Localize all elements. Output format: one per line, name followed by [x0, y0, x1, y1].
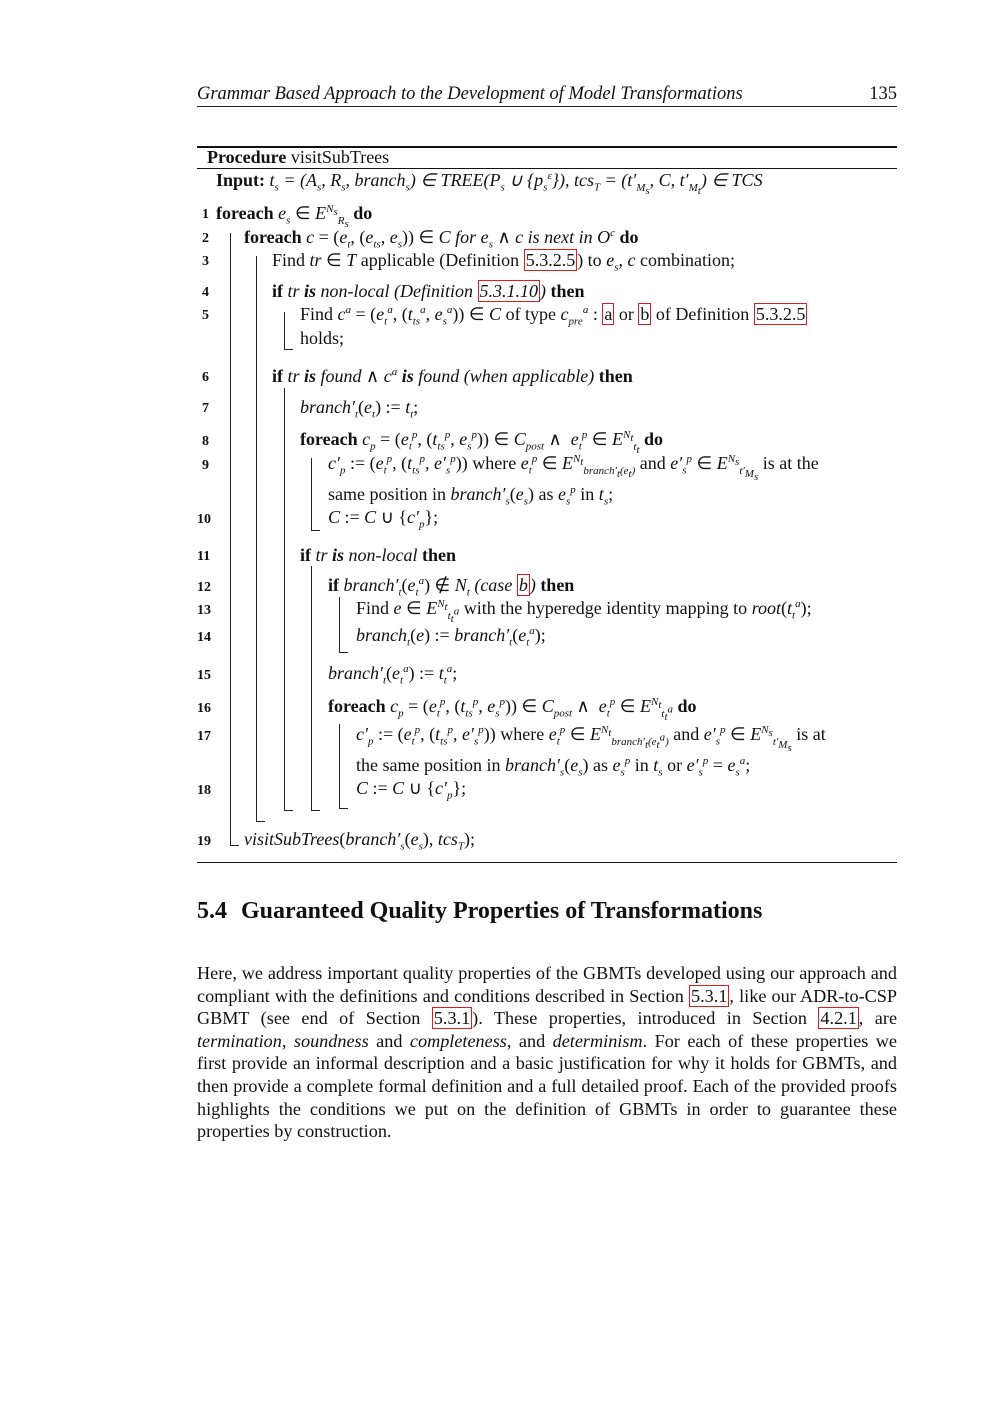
scope-end-6: [284, 810, 293, 811]
algo-line-16: foreach $c_p = (e_t^p$, ($t_{ts}^p$, $e_s^p$)) ∈ $C_{post}$ ∧ $e_t^p$ ∈ $E^{N_t}_{t_t^a}$ do: [328, 696, 697, 723]
algo-line-4: if tr is non-local (Definition 5.3.1.10 ) then: [272, 281, 585, 301]
scope-end-8: [311, 530, 320, 531]
ref-case-b[interactable]: b: [518, 575, 528, 595]
line-number: 7: [202, 401, 209, 416]
ref-section-421[interactable]: 4.2.1: [820, 1008, 857, 1029]
algo-line-14: branch$_t$(e) := $branch'_t(e_t^a)$;: [356, 625, 546, 649]
line-number: 13: [197, 603, 211, 618]
algo-line-9-cont: same position in $branch'_s(e_s)$ as $e_s^p$ in $t_s$;: [328, 484, 614, 508]
algo-line-17: $c'_p$ := ($e_t^p$, ($t_{ts}^p$, $e'_s^p$)) where $e_t^p$ ∈ $E^{N_t}_{branch'_t(e_t^a)}$ and $e'_s^p$ ∈ $E^{N_s}_{t'_{M_s}}$ is at: [356, 724, 826, 754]
line-number: 10: [197, 512, 211, 527]
line-number: 6: [202, 370, 209, 385]
scope-end-12: [339, 652, 348, 653]
line-number: 12: [197, 580, 211, 595]
algo-line-2: foreach $c = (e_t$, ($e_{ts}$, $e_s$)) ∈ C for $e_s$ ∧ c is next in $O^c$ do: [244, 227, 639, 251]
ref-section-531[interactable]: 5.3.1: [691, 985, 728, 1006]
scope-end-1: [230, 845, 239, 846]
line-number: 4: [202, 285, 209, 300]
ref-case-b[interactable]: b: [640, 304, 650, 324]
ref-section-531[interactable]: 5.3.1: [433, 1008, 471, 1029]
algo-line-19: $visitSubTrees(branch'_s(e_s)$, tcs$_T$);: [244, 829, 475, 853]
scope-end-2: [256, 821, 265, 822]
line-number: 9: [202, 458, 209, 473]
algo-line-18: C := C ∪ $\{c'_p\}$;: [356, 778, 467, 802]
caption-name: visitSubTrees: [290, 147, 390, 167]
algo-input: Input: $t_s = (A_s$, $R_s$, branch$_s$) ∈ $TREE(P_s$ ∪ $\{p_s^\varepsilon\}$), $tcs_T = (t'_{M_s}$, C, $t'_{M_t}$) ∈ TCS: [216, 170, 763, 197]
algo-line-1: foreach $e_s$ ∈ $E^{N_s}_{R_s}$ do: [216, 203, 373, 230]
algo-line-13: Find e ∈ $E^{N_t}_{t_t^a}$ with the hyperedge identity mapping to $root(t_t^a)$;: [356, 598, 812, 625]
running-header: [197, 82, 897, 106]
input-keyword: Input: [216, 170, 260, 190]
ref-def-5325[interactable]: 5.3.2.5: [525, 250, 576, 270]
scope-end-16: [339, 808, 348, 809]
algo-line-5-cont: holds;: [300, 328, 345, 348]
algo-caption-rule: [197, 168, 897, 169]
line-number: 18: [197, 783, 211, 798]
line-number: 2: [202, 231, 209, 246]
algo-line-10: C := C ∪ $\{c'_p\}$;: [328, 507, 439, 531]
algo-line-8: foreach $c_p = (e_t^p$, ($t_{ts}^p$, $e_s^p$)) ∈ $C_{post}$ ∧ $e_t^p$ ∈ $E^{N_t}_{t_t}$ do: [300, 429, 664, 456]
section-title: Guaranteed Quality Properties of Transformations: [241, 898, 763, 924]
section-heading: [197, 898, 762, 925]
algo-line-3: Find tr ∈ T applicable (Definition 5.3.2.5 ) to $e_s$, c combination;: [272, 250, 735, 274]
scope-bar-12: [339, 597, 340, 652]
body-paragraph: Here, we address important quality properties of the GBMTs developed using our approach and compliant with the definitions and conditions described in Section 5.3.1 , like our ADR-to-CSP GBMT (see end of Section 5.3.1 ). These properties, introduced in Section 4.2.1 , are termination, soundness and completeness, and determinism. For each of these properties we first provide an informal description and a basic justification for why it holds for GBMTs, and then provide a complete formal definition and a full detailed proof. Each of the provided proofs highlights the conditions we put on the definition of GBMTs in order to guarantee these properties by construction.: [197, 963, 898, 1142]
algo-line-7: $branch'_t(e_t)$ := $t_t$;: [300, 397, 419, 421]
algo-line-11: if tr is non-local then: [300, 545, 457, 565]
ref-def-5325[interactable]: 5.3.2.5: [755, 304, 806, 324]
line-number: 1: [202, 207, 209, 222]
line-number: 14: [197, 630, 211, 645]
line-number: 15: [197, 668, 211, 683]
page-number: 135: [869, 84, 897, 104]
line-number: 5: [202, 308, 209, 323]
algorithm-block: [197, 146, 897, 864]
scope-end-4: [284, 349, 293, 350]
scope-bar-2: [256, 256, 257, 821]
line-number: 3: [202, 254, 209, 269]
scope-end-11: [311, 810, 320, 811]
scope-bar-16: [339, 724, 340, 808]
header-rule: [197, 106, 897, 107]
algo-line-9: $c'_p$ := ($e_t^p$, ($t_{ts}^p$, $e'_s^p$)) where $e_t^p$ ∈ $E^{N_t}_{branch'_t(e_t)}$ and $e'_s^p$ ∈ $E^{N_s}_{t'_{M_s}}$ is at the: [328, 453, 819, 483]
scope-bar-4: [284, 312, 285, 349]
scope-bar-6: [284, 388, 285, 810]
ref-def-53110[interactable]: 5.3.1.10: [479, 281, 539, 301]
scope-bar-8: [311, 458, 312, 530]
line-number: 8: [202, 434, 209, 449]
line-number: 17: [197, 729, 211, 744]
algo-bottom-rule: [197, 862, 897, 863]
algo-line-5: Find $c^a = (e_t^a$, ($t_{ts}^a$, $e_s^a$)) ∈ C of type $c_{pre}^a$ : a or b of Definition 5.3.2.5: [300, 304, 806, 328]
algo-line-17-cont: the same position in $branch'_s(e_s)$ as $e_s^p$ in $t_s$ or $e'_s^p = e_s^a$;: [356, 755, 751, 779]
scope-bar-1: [230, 233, 231, 845]
algo-caption: [207, 147, 389, 168]
algo-line-15: $branch'_t(e_t^a)$ := $t_t^a$;: [328, 663, 458, 687]
header-title: Grammar Based Approach to the Development of Model Transformations: [197, 84, 743, 104]
algo-line-12: if $branch'_t(e_t^a)$ ∉ $N_t$ (case b ) then: [328, 575, 575, 599]
scope-bar-11: [311, 566, 312, 810]
caption-keyword: Procedure: [207, 147, 287, 167]
line-number: 16: [197, 701, 211, 716]
algo-line-6: if tr is found ∧ $c^a$ is found (when applicable) then: [272, 366, 633, 386]
line-number: 19: [197, 834, 211, 849]
ref-case-a[interactable]: a: [604, 304, 613, 324]
line-number: 11: [197, 549, 211, 564]
section-number: 5.4: [197, 898, 227, 924]
